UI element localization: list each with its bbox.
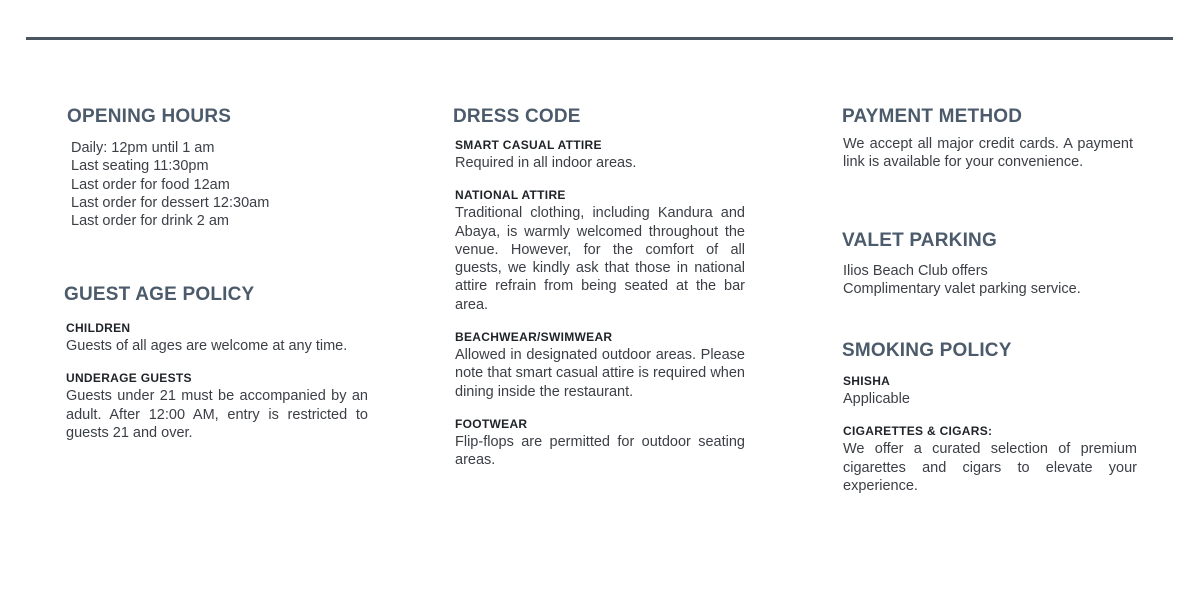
footwear-text: Flip-flops are permitted for outdoor seating areas. [455, 433, 745, 469]
dress-code-section [453, 106, 745, 470]
opening-hours-line: Last seating 11:30pm [71, 158, 209, 175]
footwear-label: FOOTWEAR [455, 416, 528, 431]
children-label: CHILDREN [66, 321, 131, 335]
beachwear-text: Allowed in designated outdoor areas. Please note that smart casual attire is required when dining inside the restaurant. [455, 347, 745, 400]
smart-casual-text: Required in all indoor areas. [455, 155, 637, 171]
smoking-policy-title: SMOKING POLICY [842, 340, 1012, 361]
valet-parking-line: Ilios Beach Club offers [843, 263, 988, 279]
smart-casual-label: SMART CASUAL ATTIRE [455, 138, 602, 152]
guest-age-policy-section [64, 284, 374, 442]
top-divider [26, 37, 1173, 40]
smoking-policy-section [842, 340, 1138, 495]
dress-code-title: DRESS CODE [453, 106, 581, 127]
opening-hours-list [67, 139, 387, 230]
cigarettes-label: CIGARETTES & CIGARS: [843, 424, 993, 439]
underage-text: Guests under 21 must be accompanied by an adult. After 12:00 AM, entry is restricted to guests 21 and over. [66, 388, 368, 441]
opening-hours-line: Last order for dessert 12:30am [71, 194, 270, 211]
payment-method-text: We accept all major credit cards. A payment link is available for your convenience. [843, 136, 1133, 171]
beachwear-label: BEACHWEAR/SWIMWEAR [455, 330, 613, 345]
valet-parking-section [842, 230, 1134, 299]
opening-hours-line: Daily: 12pm until 1 am [71, 140, 215, 156]
valet-parking-title: VALET PARKING [842, 230, 997, 251]
payment-method-title: PAYMENT METHOD [842, 106, 1023, 127]
national-attire-text: Traditional clothing, including Kandura and Abaya, is warmly welcomed throughout the venue. However, for the comfort of all guests, we kindly ask that those in national attire refrain from being seated at the bar area. [455, 205, 745, 313]
underage-label: UNDERAGE GUESTS [66, 371, 192, 386]
national-attire-label: NATIONAL ATTIRE [455, 188, 566, 203]
shisha-label: SHISHA [843, 374, 891, 388]
shisha-text: Applicable [843, 391, 910, 407]
payment-method-section [842, 106, 1134, 172]
cigarettes-text: We offer a curated selection of premium cigarettes and cigars to elevate your experience. [843, 441, 1137, 494]
children-text: Guests of all ages are welcome at any time. [66, 338, 348, 354]
valet-parking-line: Complimentary valet parking service. [843, 281, 1081, 298]
opening-hours-section [67, 106, 387, 230]
guest-age-policy-title: GUEST AGE POLICY [64, 284, 255, 305]
opening-hours-line: Last order for food 12am [71, 176, 230, 193]
opening-hours-line: Last order for drink 2 am [71, 213, 229, 230]
opening-hours-title: OPENING HOURS [67, 106, 232, 127]
